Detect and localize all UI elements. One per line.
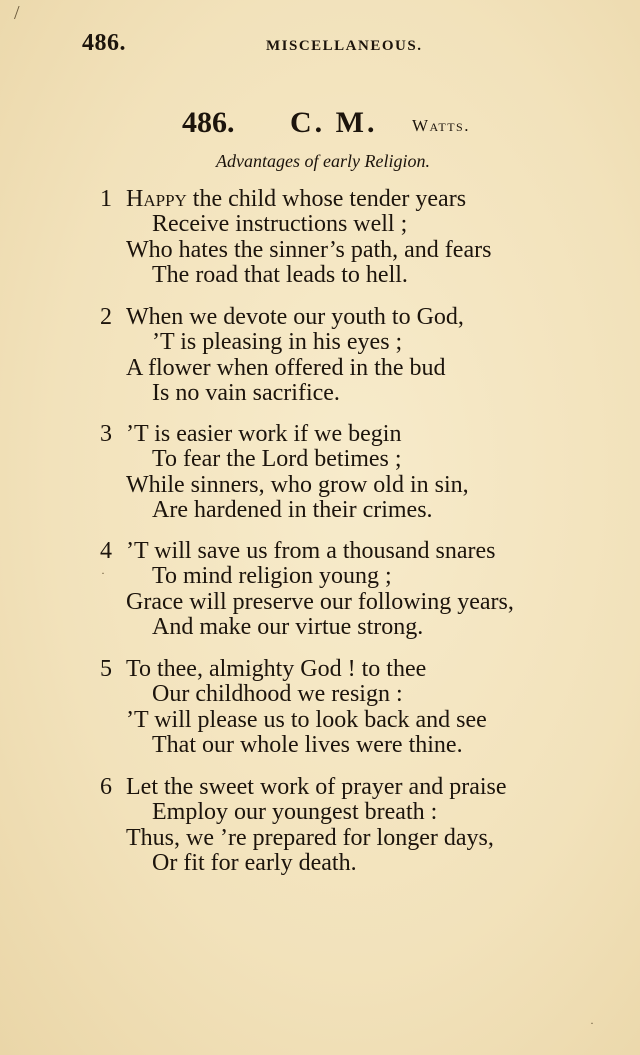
page-number: 486. (82, 30, 126, 56)
stanza-number: 5 (100, 656, 112, 682)
hymn-subtitle: Advantages of early Religion. (216, 151, 430, 171)
verse-line: Is no vain sacrifice. (152, 380, 340, 406)
verse-line: To mind religion young ; (152, 563, 392, 589)
verse-line: The road that leads to hell. (152, 262, 408, 288)
stanza-number: 6 (100, 774, 112, 800)
verse-line: Thus, we ’re prepared for longer days, (126, 825, 494, 851)
verse-line: Let the sweet work of prayer and praise (126, 774, 507, 800)
verse-line: To thee, almighty God ! to thee (126, 656, 427, 682)
verse-line: Or fit for early death. (152, 850, 357, 876)
verse-line: To fear the Lord betimes ; (152, 446, 402, 472)
verse-line: Receive instructions well ; (152, 211, 408, 237)
verse-line: Grace will preserve our following years, (126, 589, 514, 615)
verse-line: Employ our youngest breath : (152, 799, 438, 825)
hymn-number: 486. (182, 106, 235, 139)
hymn-author: Watts. (412, 116, 470, 135)
verse-line: Our childhood we resign : (152, 681, 403, 707)
verse-line: ’T will save us from a thousand snares (126, 538, 496, 564)
opening-word: Happy (126, 186, 187, 212)
stanza-number: 4 (100, 538, 112, 564)
verse-line: ’T is pleasing in his eyes ; (152, 329, 403, 355)
running-head (0, 30, 640, 60)
hymn-meter: C. M. (290, 106, 378, 139)
verse-line: That our whole lives were thine. (152, 732, 463, 758)
verse-line: While sinners, who grow old in sin, (126, 472, 469, 498)
verse-line: ’T is easier work if we begin (126, 421, 402, 447)
verse-line: Happy the child whose tender years (126, 186, 467, 212)
stanza-number: 1 (100, 186, 112, 212)
verse-line: Who hates the sinner’s path, and fears (126, 237, 492, 263)
section-title: MISCELLANEOUS. (266, 38, 423, 54)
ink-speck: · (101, 566, 105, 580)
verse-line: A flower when offered in the bud (126, 355, 446, 381)
stanza-number: 2 (100, 304, 112, 330)
stanza-number: 3 (100, 421, 112, 447)
verse-line: ’T will please us to look back and see (126, 707, 487, 733)
page-scratch-mark: / (14, 2, 20, 24)
hymn-heading (0, 106, 640, 142)
verse-line: Are hardened in their crimes. (152, 497, 433, 523)
verse-line: When we devote our youth to God, (126, 304, 464, 330)
ink-speck: · (590, 1016, 594, 1030)
verse-line: And make our virtue strong. (152, 614, 424, 640)
